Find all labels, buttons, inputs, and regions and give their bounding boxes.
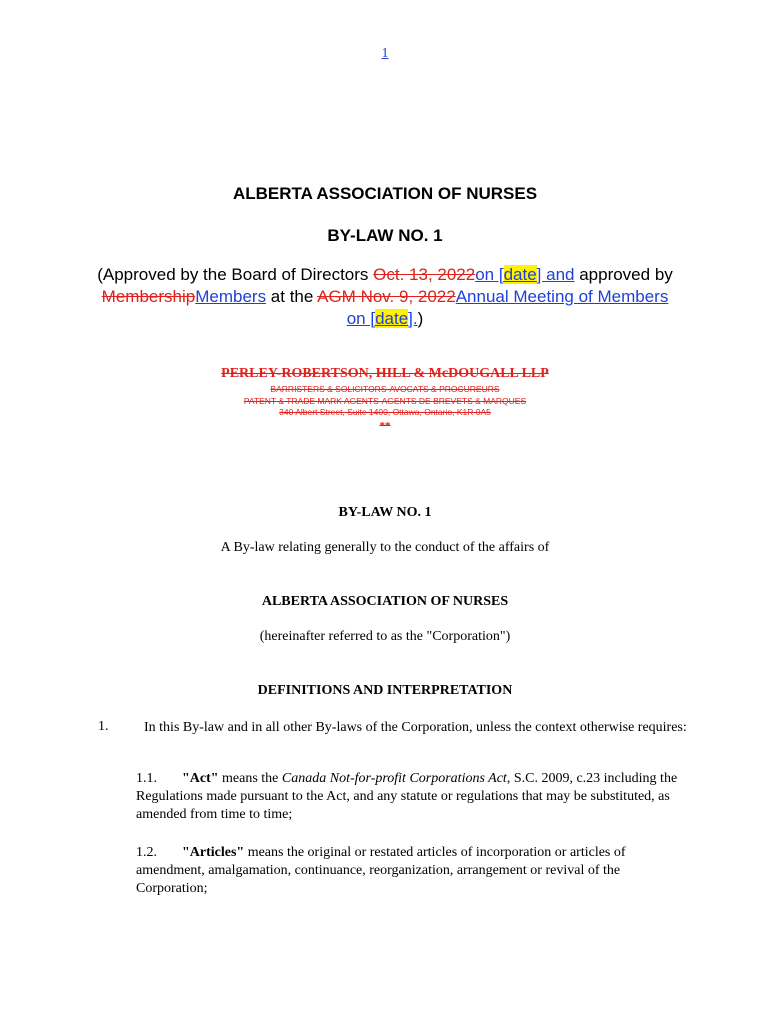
organization-name: ALBERTA ASSOCIATION OF NURSES (261, 594, 509, 609)
inserted-members: Members (195, 287, 267, 306)
section-title: DEFINITIONS AND INTERPRETATION (257, 683, 513, 698)
definition-act: 1.1. "Act" means the Canada Not-for-profit Corporations Act, S.C. 2009, c.23 including the Regulations made pursuant to the Act, and any statute or regulations that may be substituted, as amended from time to time; (136, 771, 678, 822)
act-title: Canada Not-for-profit Corporations Act (281, 771, 507, 786)
approval-close-text: ) (417, 309, 424, 328)
law-firm-line-barristers: BARRISTERS & SOLICITORS-AVOCATS & PROCUREURS (270, 384, 500, 394)
inserted-meeting-date: on [date]. (346, 309, 418, 328)
cover-association-title: ALBERTA ASSOCIATION OF NURSES (232, 184, 538, 203)
law-firm-stars: ** (379, 419, 391, 432)
definition-term: "Articles" (182, 845, 245, 860)
inserted-annual-meeting: Annual Meeting of Members (455, 287, 669, 306)
approval-statement (80, 264, 690, 330)
date-placeholder-highlight: date (375, 309, 409, 328)
bylaw-subtitle: A By-law relating generally to the conduct of the affairs of (220, 540, 550, 555)
clause-number: 1. (98, 719, 109, 734)
date-placeholder-highlight: date (503, 265, 537, 284)
law-firm-line-agents: PATENT & TRADE MARK AGENTS-AGENTS DE BREVETS & MARQUES (243, 395, 527, 406)
definition-number: 1.1. (136, 771, 157, 786)
definition-term: "Act" (182, 771, 219, 786)
inserted-board-date: on [date] and (475, 265, 575, 284)
law-firm-address: 340 Albert Street, Suite 1400, Ottawa, Ontario, K1R 0A5 (279, 407, 491, 417)
approval-open-text: (Approved by the Board of Directors (97, 265, 374, 284)
at-the-text: at the (266, 287, 318, 306)
deleted-membership: Membership (101, 287, 196, 306)
clause-text: In this By-law and in all other By-laws of the Corporation, unless the context otherwise requires: (144, 720, 687, 735)
approved-by-text: approved by (574, 265, 673, 284)
deleted-board-date: Oct. 13, 2022 (373, 265, 476, 284)
bylaw-heading: BY-LAW NO. 1 (338, 505, 432, 520)
law-firm-block (0, 364, 770, 433)
definition-articles: 1.2. "Articles" means the original or restated articles of incorporation or articles of amendment, amalgamation, continuance, reorganization, arrangement or revival of the Corporation; (136, 845, 626, 896)
deleted-agm-date: AGM Nov. 9, 2022 (317, 287, 456, 306)
cover-bylaw-title: BY-LAW NO. 1 (327, 226, 443, 245)
law-firm-name: PERLEY-ROBERTSON, HILL & McDOUGALL LLP (221, 366, 549, 381)
definition-number: 1.2. (136, 845, 157, 860)
page-number: 1 (381, 46, 389, 61)
corporation-reference: (hereinafter referred to as the "Corporation") (259, 629, 511, 644)
